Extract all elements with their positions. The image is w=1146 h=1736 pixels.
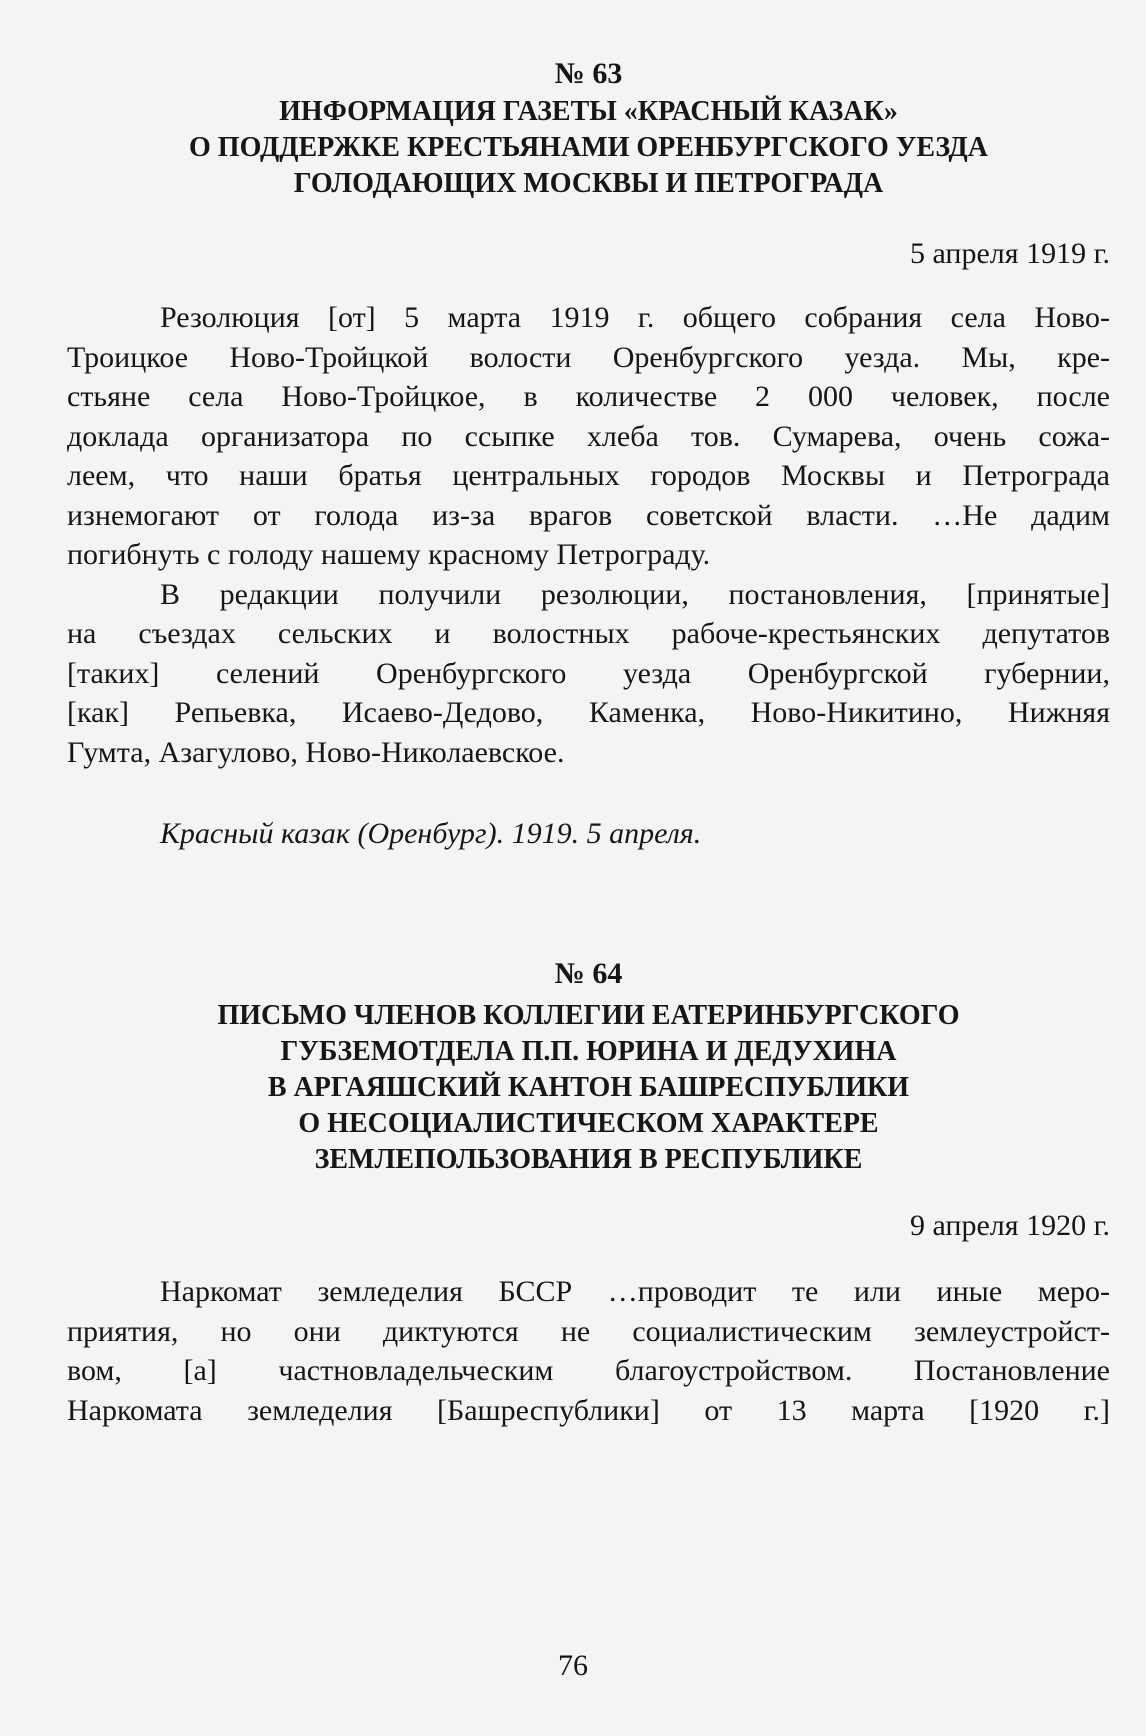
doc-63-date: 5 апреля 1919 г. [910, 237, 1110, 270]
doc-63-title-line: О ПОДДЕРЖКЕ КРЕСТЬЯНАМИ ОРЕНБУРГСКОГО УЕЗДА [189, 132, 988, 163]
doc-64-title-line: ГУБЗЕМОТДЕЛА П.П. ЮРИНА И ДЕДУХИНА [280, 1036, 897, 1067]
doc-64-title-line: О НЕСОЦИАЛИСТИЧЕСКОМ ХАРАКТЕРЕ [298, 1108, 879, 1139]
doc-63-title-line: ГОЛОДАЮЩИХ МОСКВЫ И ПЕТРОГРАДА [293, 168, 884, 199]
doc-63-title [67, 94, 1110, 202]
doc-63-paragraph-1 [67, 298, 1110, 575]
doc-64-title-line: ЗЕМЛЕПОЛЬЗОВАНИЯ В РЕСПУБЛИКЕ [314, 1144, 863, 1175]
page-content [67, 56, 1110, 1430]
text-line: Троицкое Ново-Тройцкой волости Оренбургского уезда. Мы, кре- [67, 340, 1110, 374]
doc-63-source: Красный казак (Оренбург). 1919. 5 апреля. [160, 817, 702, 850]
text-line: на съездах сельских и волостных рабоче-крестьянских депутатов [67, 617, 1110, 650]
text-line: Резолюция [от] 5 марта 1919 г. общего собрания села Ново- [160, 301, 1110, 334]
doc-64-title [67, 998, 1110, 1178]
text-line: вом, [а] частновладельческим благоустройством. Постановление [67, 1354, 1110, 1387]
text-line: изнемогают от голода из-за врагов советской власти. …Не дадим [67, 498, 1110, 532]
doc-64-title-line: В АРГАЯШСКИЙ КАНТОН БАШРЕСПУБЛИКИ [267, 1072, 910, 1103]
doc-64-paragraph-1 [67, 1272, 1110, 1430]
text-line: леем, что наши братья центральных городов Москвы и Петрограда [67, 459, 1110, 492]
text-line: приятия, но они диктуются не социалистическим землеустройст- [67, 1314, 1110, 1348]
doc-64-number: № 64 [554, 957, 623, 990]
text-line: доклада организатора по ссыпке хлеба тов. Сумарева, очень сожа- [67, 419, 1110, 453]
text-line: стьяне села Ново-Тройцкое, в количестве 2 000 человек, после [67, 380, 1110, 413]
text-line: погибнуть с голоду нашему красному Петрограду. [67, 538, 711, 571]
text-line: Наркомата земледелия [Башреспублики] от 13 марта [1920 г.] [67, 1393, 1110, 1427]
text-line: Наркомат земледелия БССР …проводит те или иные меро- [160, 1275, 1110, 1308]
text-line: [таких] селений Оренбургского уезда Оренбургской губернии, [67, 656, 1110, 690]
text-line: [как] Репьевка, Исаево-Дедово, Каменка, Ново-Никитино, Нижняя [67, 696, 1110, 729]
text-line: Гумта, Азагулово, Ново-Николаевское. [67, 735, 565, 769]
doc-63-number: № 63 [554, 57, 623, 90]
document-63 [67, 56, 1110, 852]
doc-64-title-line: ПИСЬМО ЧЛЕНОВ КОЛЛЕГИИ ЕАТЕРИНБУРГСКОГО [217, 1000, 960, 1031]
doc-63-title-line: ИНФОРМАЦИЯ ГАЗЕТЫ «КРАСНЫЙ КАЗАК» [279, 96, 898, 127]
text-line: В редакции получили резолюции, постановления, [принятые] [160, 577, 1110, 611]
doc-64-date: 9 апреля 1920 г. [910, 1209, 1110, 1242]
doc-63-paragraph-2 [67, 575, 1110, 773]
page-number: 76 [558, 1649, 588, 1682]
document-64 [67, 956, 1110, 1430]
